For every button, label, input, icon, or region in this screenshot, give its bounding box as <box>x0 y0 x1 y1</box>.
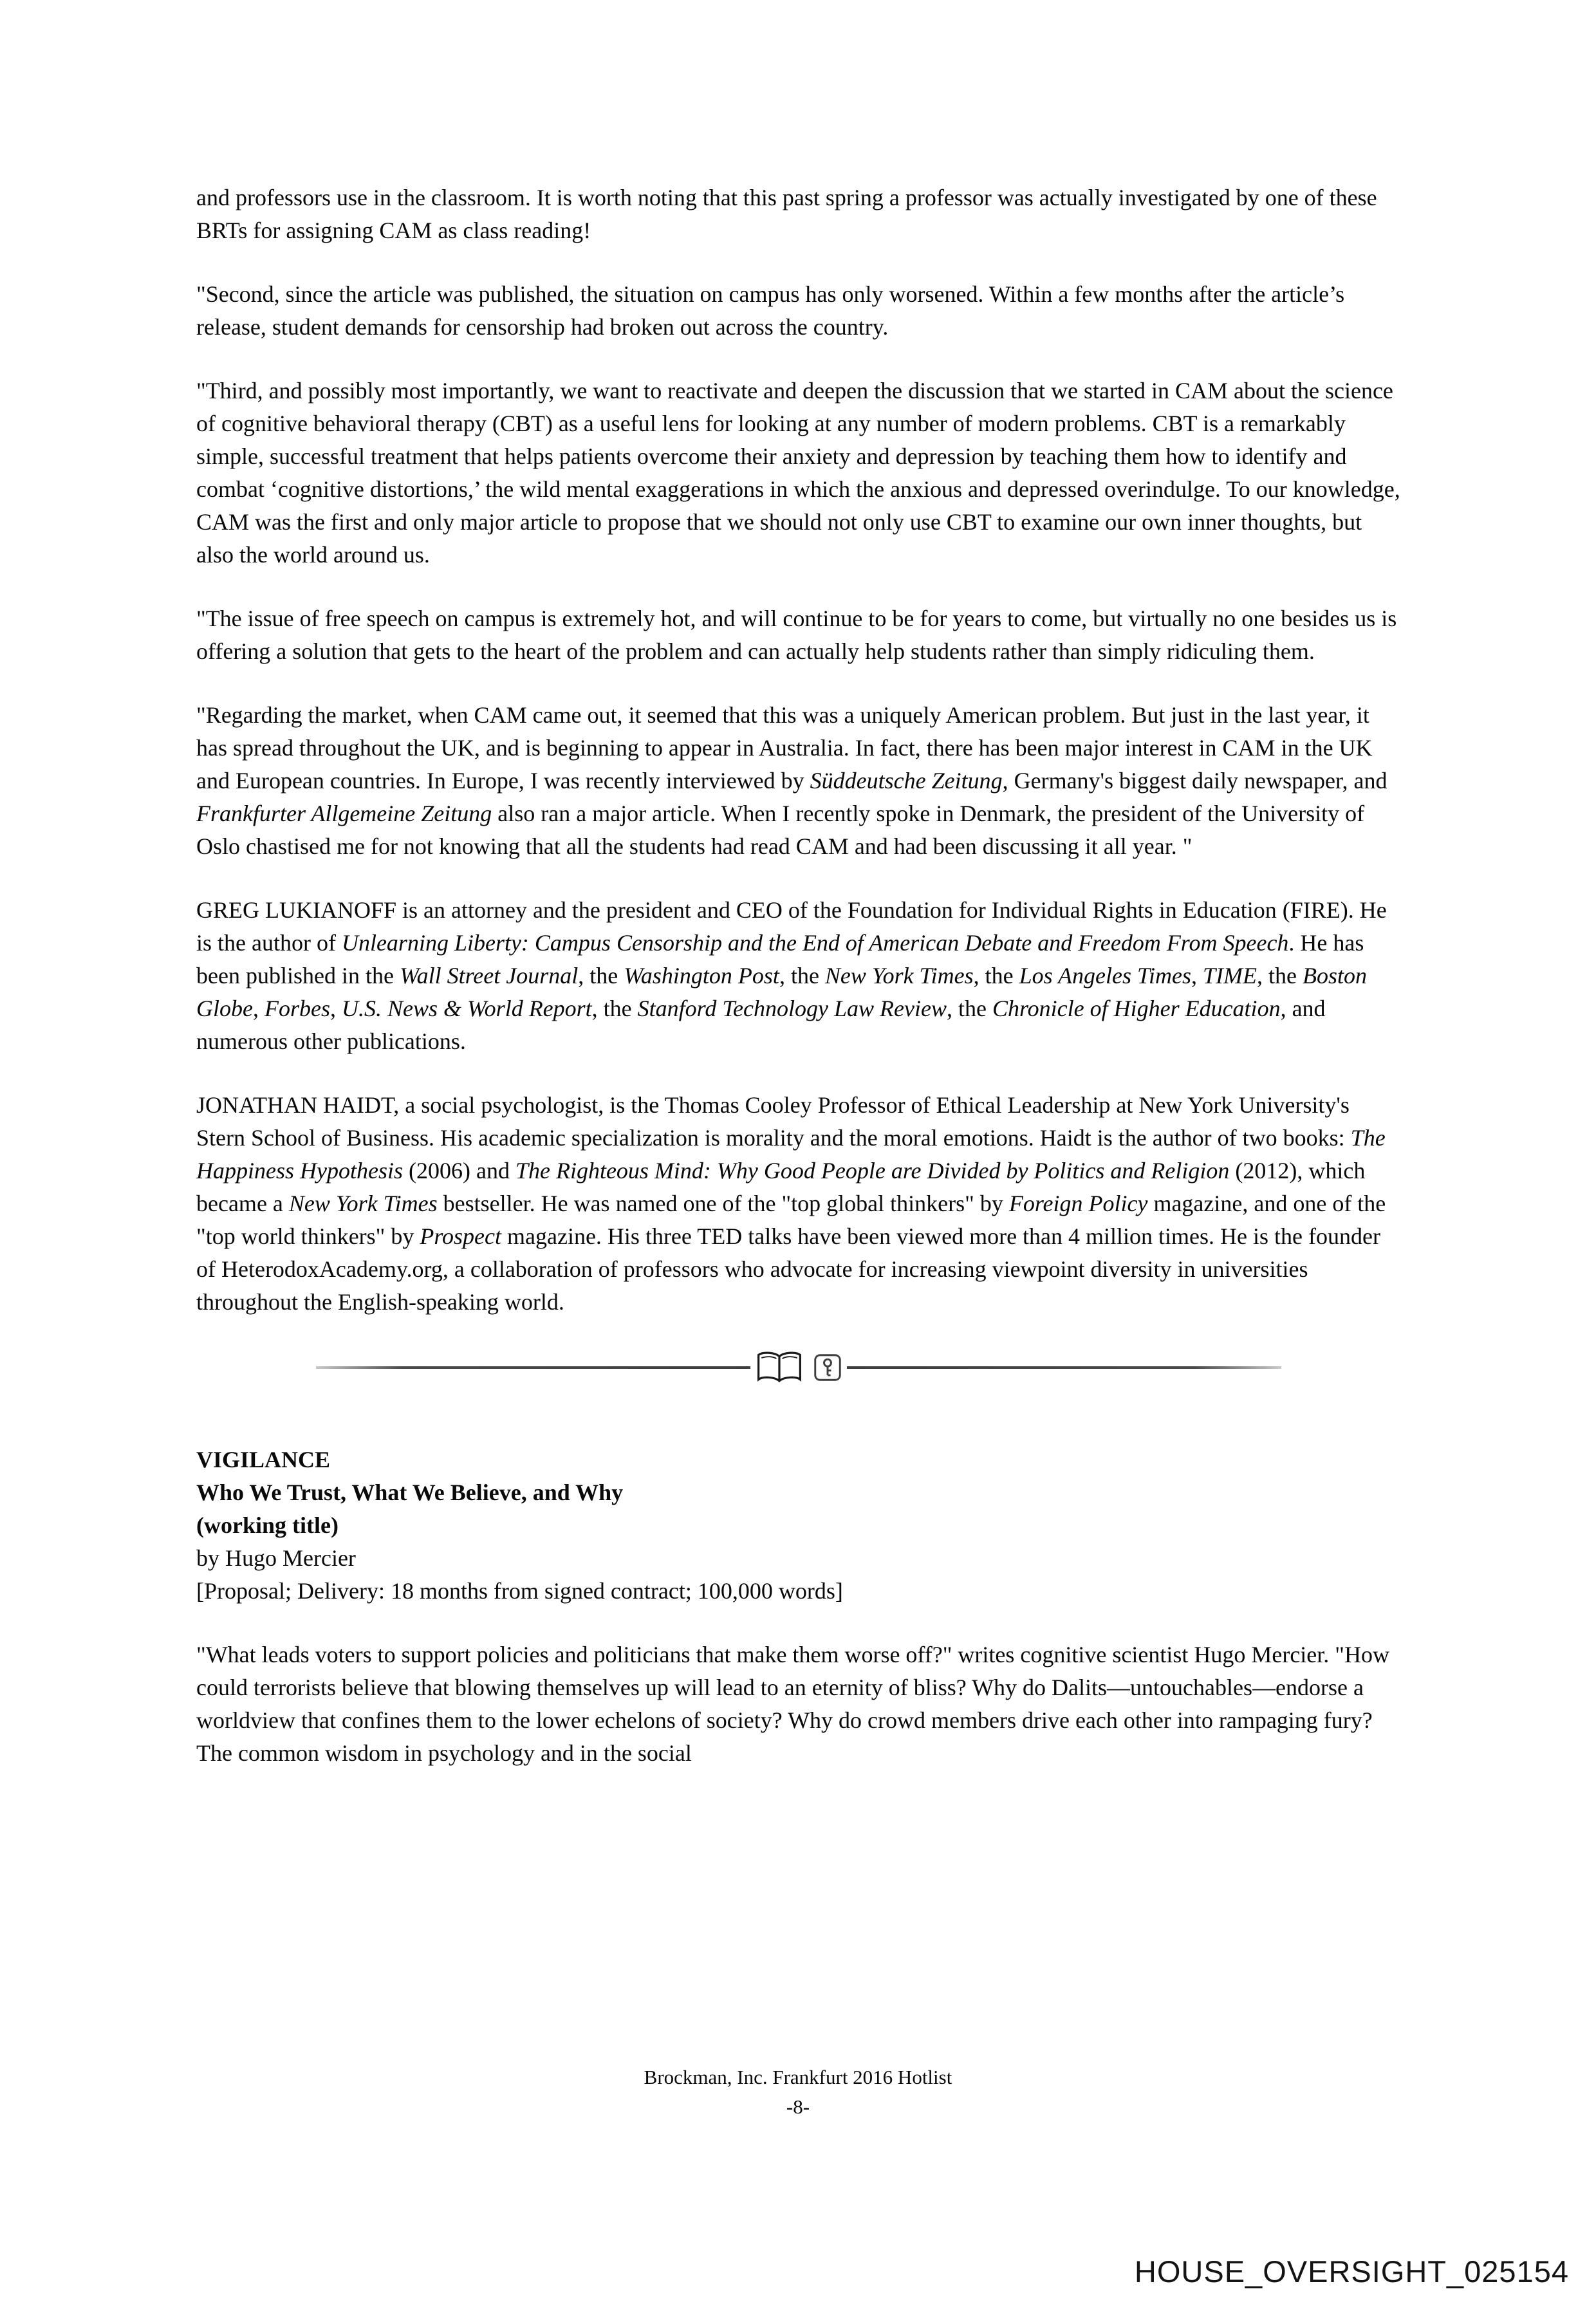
bates-stamp: HOUSE_OVERSIGHT_025154 <box>1134 2254 1569 2288</box>
page-footer <box>0 2063 1596 2122</box>
book-subtitle: Who We Trust, What We Believe, and Why <box>196 1480 624 1505</box>
body-paragraph: "The issue of free speech on campus is extremely hot, and will continue to be for years to come, but virtually no one besides us is offering a solution that gets to the heart of the problem and can actually help students rather than simply ridiculing them. <box>196 606 1397 664</box>
body-paragraph: and professors use in the classroom. It is worth noting that this past spring a professor was actually investigated by one of these BRTs for assigning CAM as class reading! <box>196 185 1377 243</box>
author-bio-lukianoff: GREG LUKIANOFF is an attorney and the president and CEO of the Foundation for Individual Rights in Education (FIRE). He is the author of Unlearning Liberty: Campus Censorship and the End of American Debate and Freedom From Speech. He has been published in the Wall Street Journal, the Washington Post, the New York Times, the Los Angeles Times, TIME, the Boston Globe, Forbes, U.S. News & World Report, the Stanford Technology Law Review, the Chronicle of Higher Education, and numerous other publications. <box>196 897 1387 1054</box>
page-body <box>196 181 1401 1801</box>
proposal-terms: [Proposal; Delivery: 18 months from signed contract; 100,000 words] <box>196 1578 843 1604</box>
open-book-icon <box>756 1350 803 1386</box>
working-title-note: (working title) <box>196 1512 339 1538</box>
page-number: -8- <box>786 2095 810 2118</box>
divider-line <box>316 1366 750 1369</box>
divider-line <box>847 1366 1281 1369</box>
author-byline: by Hugo Mercier <box>196 1545 356 1571</box>
body-paragraph: "Second, since the article was published, the situation on campus has only worsened. Within a few months after the article’s release, student demands for censorship had broken out across the country. <box>196 281 1345 340</box>
body-paragraph: "What leads voters to support policies and politicians that make them worse off?" writes cognitive scientist Hugo Mercier. "How could terrorists believe that blowing themselves up will lead to an eternity of bliss? Why do Dalits—untouchables—endorse a worldview that confines them to the lower echelons of society? Why do crowd members drive each other into rampaging fury? The common wisdom in psychology and in the social <box>196 1642 1389 1766</box>
footer-imprint: Brockman, Inc. Frankfurt 2016 Hotlist <box>644 2066 952 2088</box>
body-paragraph: "Regarding the market, when CAM came out, it seemed that this was a uniquely American problem. But just in the last year, it has spread throughout the UK, and is beginning to appear in Australia. In fact, there has been major interest in CAM in the UK and European countries. In Europe, I was recently interviewed by Süddeutsche Zeitung, Germany's biggest daily newspaper, and Frankfurter Allgemeine Zeitung also ran a major article. When I recently spoke in Denmark, the president of the University of Oslo chastised me for not knowing that all the students had read CAM and had been discussing it all year. " <box>196 702 1387 859</box>
body-paragraph: "Third, and possibly most importantly, we want to reactivate and deepen the discussion that we started in CAM about the science of cognitive behavioral therapy (CBT) as a useful lens for looking at any number of modern problems. CBT is a remarkably simple, successful treatment that helps patients overcome their anxiety and depression by teaching them how to identify and combat ‘cognitive distortions,’ the wild mental exaggerations in which the anxious and depressed overindulge. To our knowledge, CAM was the first and only major article to propose that we should not only use CBT to examine our own inner thoughts, but also the world around us. <box>196 378 1400 568</box>
section-divider <box>316 1350 1281 1386</box>
book-title: VIGILANCE <box>196 1447 331 1472</box>
author-bio-haidt: JONATHAN HAIDT, a social psychologist, is the Thomas Cooley Professor of Ethical Leadership at New York University's Stern School of Business. His academic specialization is morality and the moral emotions. Haidt is the author of two books: The Happiness Hypothesis (2006) and The Righteous Mind: Why Good People are Divided by Politics and Religion (2012), which became a New York Times bestseller. He was named one of the "top global thinkers" by Foreign Policy magazine, and one of the "top world thinkers" by Prospect magazine. His three TED talks have been viewed more than 4 million times. He is the founder of HeterodoxAcademy.org, a collaboration of professors who advocate for increasing viewpoint diversity in universities throughout the English-speaking world. <box>196 1092 1386 1315</box>
key-icon <box>813 1353 842 1382</box>
proposal-header <box>196 1443 1401 1608</box>
